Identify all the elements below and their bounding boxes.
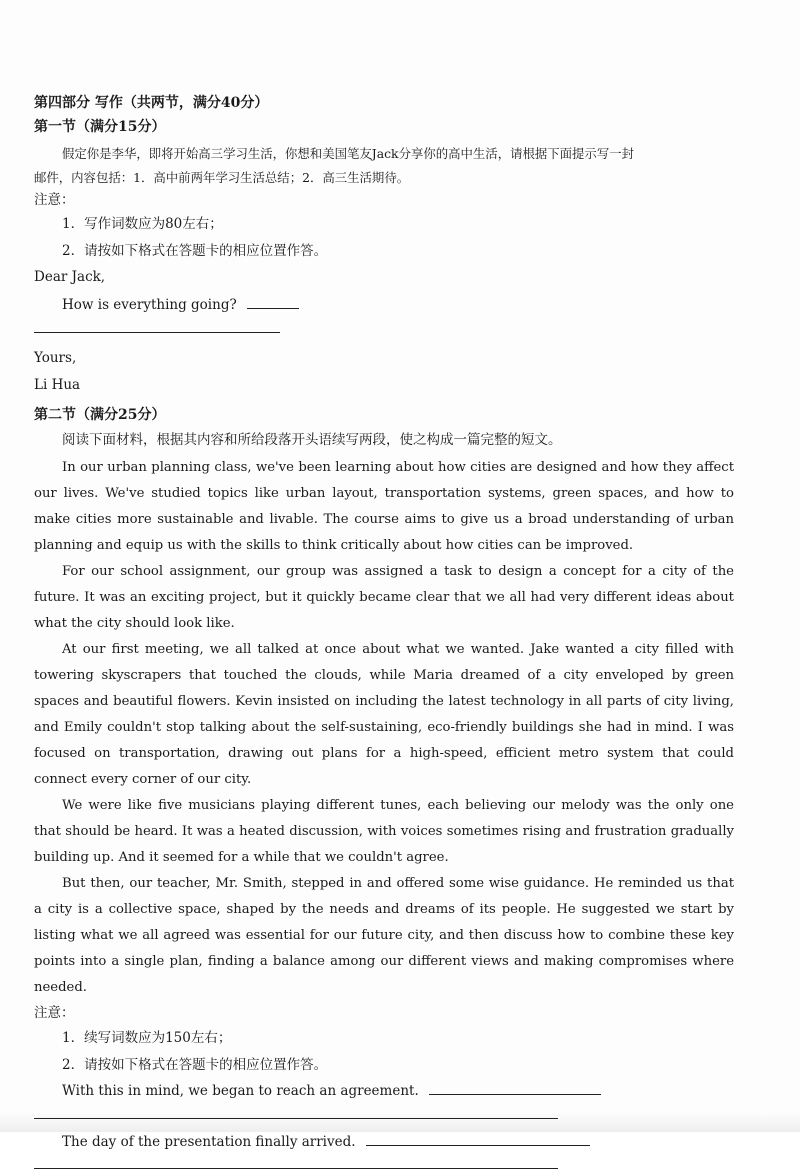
- section1-notes-label: 注意：: [34, 192, 75, 208]
- page-content: [34, 90, 734, 1169]
- passage-paragraph: At our first meeting, we all talked at once about what we wanted. Jake wanted a city filled with towering skyscrapers that touched the clouds, while Maria dreamed of a city enveloped by green spaces and beautiful flowers. Kevin insisted on including the latest technology in all parts of city living, and Emily couldn't stop talking about the self-sustaining, eco-friendly buildings she had in mind. I was focused on transportation, drawing out plans for a high-speed, efficient metro system that could connect every corner of our city.: [34, 641, 734, 787]
- section2-note2: 2．请按如下格式在答题卡的相应位置作答。: [62, 1056, 328, 1073]
- part-title: 第四部分 写作（共两节，满分40分）: [34, 95, 269, 111]
- passage-paragraph: In our urban planning class, we've been learning about how cities are designed and how they affect our lives. We've studied topics like urban layout, transportation systems, green spaces, and how to make cities more sustainable and livable. The course aims to give us a broad understanding of urban planning and equip us with the skills to think critically about how cities can be improved.: [34, 459, 734, 553]
- section2-instruction: 阅读下面材料，根据其内容和所给段落开头语续写两段，使之构成一篇完整的短文。: [62, 432, 562, 448]
- letter-salutation: Dear Jack,: [34, 268, 106, 285]
- continuation-para1-line: [34, 1080, 734, 1104]
- section1-note2: 2．请按如下格式在答题卡的相应位置作答。: [62, 243, 328, 259]
- section1-prompt-line2: 邮件，内容包括：1．高中前两年学习生活总结；2．高三生活期待。: [34, 169, 410, 185]
- section1-prompt-line1: 假定你是李华，即将开始高三学习生活，你想和美国笔友Jack分享你的高中生活，请根据下面提示写一封: [62, 146, 634, 161]
- letter-signature: Li Hua: [34, 377, 81, 393]
- section2-note1: 1．续写词数应为150左右；: [62, 1030, 232, 1046]
- answer-blank-para1[interactable]: [429, 1082, 601, 1095]
- section1-note1: 1．写作词数应为80左右；: [62, 215, 223, 232]
- passage-paragraph: But then, our teacher, Mr. Smith, stepped in and offered some wise guidance. He reminded us that a city is a collective space, shaped by the needs and dreams of its people. He suggested we start by listing what we all agreed was essential for our future city, and then discuss how to combine these key points into a single plan, finding a balance among our different views and making compromises where needed.: [34, 875, 734, 995]
- answer-blank-inline[interactable]: [247, 296, 299, 309]
- continuation-para2-line: [34, 1131, 734, 1155]
- section2-title: 第二节（满分25分）: [34, 406, 166, 423]
- continuation-para2-start: The day of the presentation finally arrived.: [62, 1133, 356, 1150]
- passage-paragraph: For our school assignment, our group was assigned a task to design a concept for a city of the future. It was an exciting project, but it quickly became clear that we all had very different ideas about what the city should look like.: [34, 563, 734, 631]
- letter-opening-line: [34, 294, 734, 318]
- section2-notes-label: 注意：: [34, 1004, 75, 1021]
- scan-shadow: [0, 1112, 800, 1132]
- continuation-para1-start: With this in mind, we began to reach an agreement.: [62, 1083, 419, 1099]
- section1-title: 第一节（满分15分）: [34, 118, 166, 135]
- passage-paragraph: We were like five musicians playing different tunes, each believing our melody was the only one that should be heard. It was a heated discussion, with voices sometimes rising and frustration gradually building up. And it seemed for a while that we couldn't agree.: [34, 797, 734, 865]
- letter-closing: Yours,: [34, 349, 77, 366]
- answer-blank-para2[interactable]: [366, 1133, 590, 1146]
- answer-line-letter[interactable]: [34, 332, 280, 333]
- letter-opening-text: How is everything going?: [62, 297, 237, 313]
